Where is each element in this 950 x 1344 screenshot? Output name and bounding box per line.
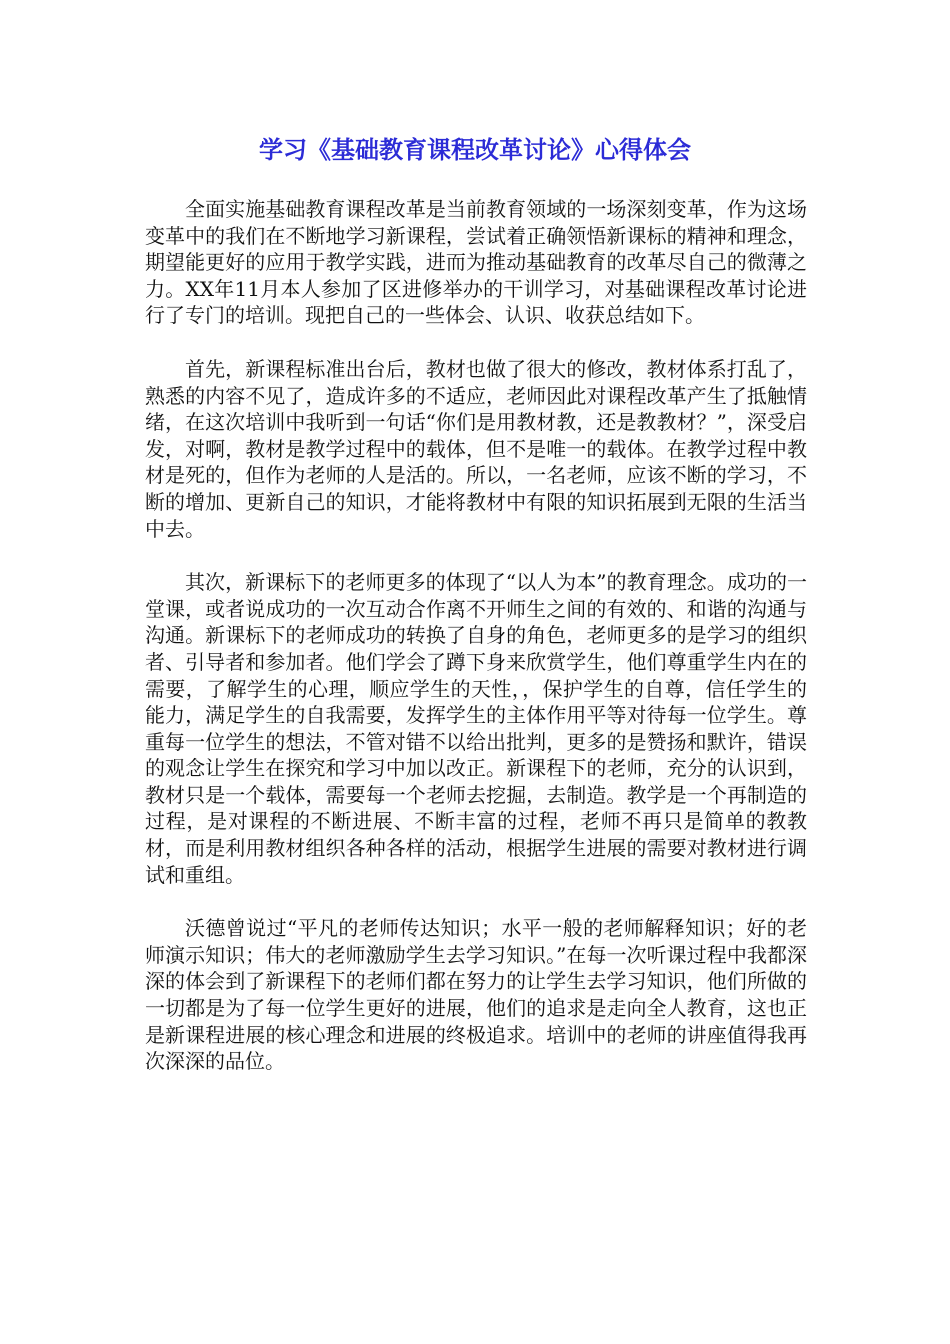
paragraph-3: 其次，新课标下的老师更多的体现了“以人为本”的教育理念。成功的一堂课，或者说成功的一次互动合作离不开师生之间的有效的、和谐的沟通与沟通。新课标下的老师成功的转换了自身的角色，老师更多的是学习的组织者、引导者和参加者。他们学会了蹲下身来欣赏学生，他们尊重学生内在的需要，了解学生的心理，顺应学生的天性，，保护学生的自尊，信任学生的能力，满足学生的自我需要，发挥学生的主体作用平等对待每一位学生。尊重每一位学生的想法，不管对错不以给出批判，更多的是赞扬和默许，错误的观念让学生在探究和学习中加以改正。新课程下的老师，充分的认识到，教材只是一个载体，需要每一个老师去挖掘，去制造。教学是一个再制造的过程，是对课程的不断进展、不断丰富的过程，老师不再只是简单的教教材，而是利用教材组织各种各样的活动，根据学生进展的需要对教材进行调试和重组。	[145, 570, 807, 887]
document-body	[145, 196, 807, 1102]
paragraph-4: 沃德曾说过“平凡的老师传达知识；水平一般的老师解释知识；好的老师演示知识；伟大的老师激励学生去学习知识。”在每一次听课过程中我都深深的体会到了新课程下的老师们都在努力的让学生去学习知识，他们所做的一切都是为了每一位学生更好的进展，他们的追求是走向全人教育，这也正是新课程进展的核心理念和进展的终极追求。培训中的老师的讲座值得我再次深深的品位。	[145, 916, 807, 1074]
paragraph-2: 首先，新课程标准出台后，教材也做了很大的修改，教材体系打乱了，熟悉的内容不见了，造成许多的不适应，老师因此对课程改革产生了抵触情绪，在这次培训中我听到一句话“你们是用教材教，还是教教材？”，深受启发，对啊，教材是教学过程中的载体，但不是唯一的载体。在教学过程中教材是死的，但作为老师的人是活的。所以，一名老师，应该不断的学习，不断的增加、更新自己的知识，才能将教材中有限的知识拓展到无限的生活当中去。	[145, 356, 807, 541]
document-title: 学习《基础教育课程改革讨论》心得体会	[259, 136, 691, 164]
paragraph-1: 全面实施基础教育课程改革是当前教育领域的一场深刻变革，作为这场变革中的我们在不断地学习新课程，尝试着正确领悟新课标的精神和理念，期望能更好的应用于教学实践，进而为推动基础教育的改革尽自己的微薄之力。XX年11月本人参加了区进修举办的干训学习，对基础课程改革讨论进行了专门的培训。现把自己的一些体会、认识、收获总结如下。	[145, 197, 807, 328]
